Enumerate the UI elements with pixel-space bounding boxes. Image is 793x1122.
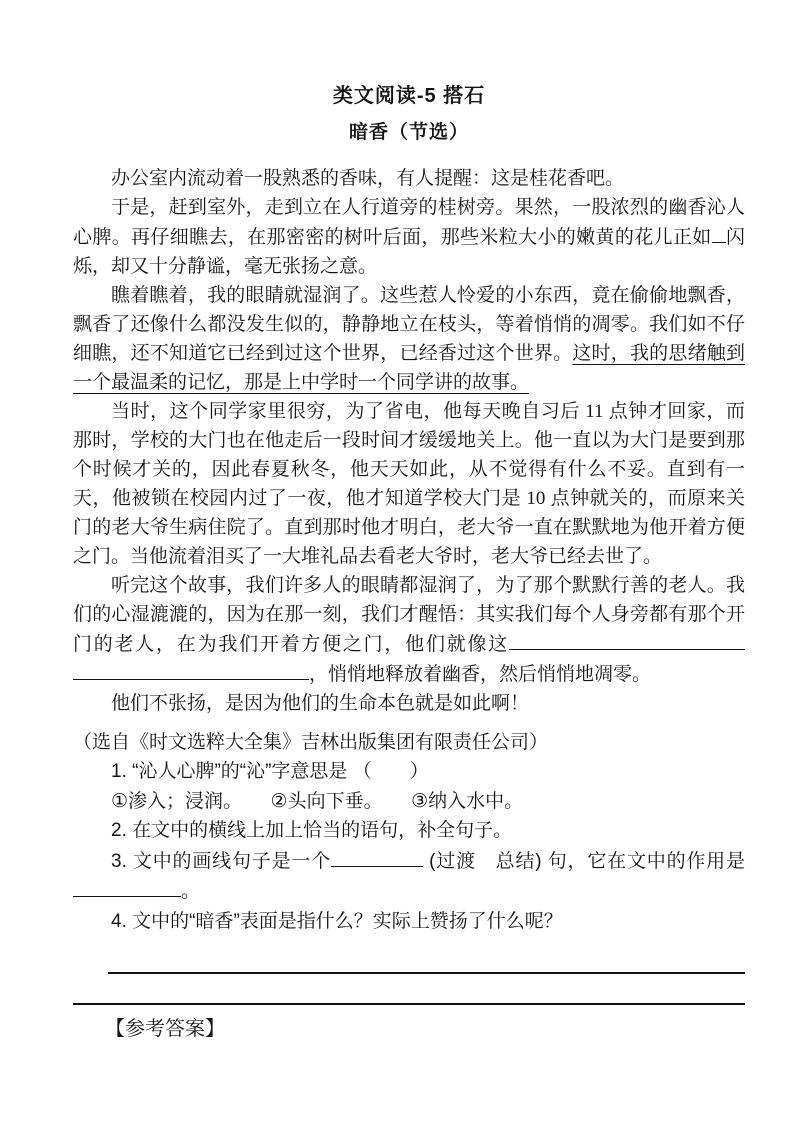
fill-in-blank-line <box>712 222 726 243</box>
question-text: 3. 文中的画线句子是一个 <box>111 850 332 872</box>
passage-title: 暗香（节选） <box>348 122 469 143</box>
fill-in-blank-line <box>331 846 423 867</box>
fill-in-blank-line <box>73 876 181 897</box>
passage-paragraph-6 <box>73 689 745 718</box>
paragraph-text: 他们不张扬，是因为他们的生命本色就是如此啊！ <box>111 693 530 714</box>
question-1-options: ①渗入；浸润。 ②头向下垂。 ③纳入水中。 <box>111 790 524 812</box>
source-attribution: （选自《时文选粹大全集》吉林出版集团有限责任公司） <box>73 732 549 753</box>
passage-paragraph-1 <box>73 164 745 193</box>
underlined-sentence: 这时，我的思绪触到一个最温柔的记忆，那是上中学时一个同学讲的故事。 <box>73 343 745 393</box>
paragraph-text: 瞧着瞧着，我的眼睛就湿润了。这些惹人怜爱的小东西，竟在偷偷地飘香，飘香了还像什么都没发生似的，静静地立在枝头，等着悄悄的凋零。我们如不仔细瞧，还不知道它已经到过这个世界，已经香过这个世界。 <box>73 285 745 364</box>
paragraph-text: 于是，赶到室外，走到立在人行道旁的桂树旁。果然，一股浓烈的幽香沁人心脾。再仔细瞧去，在那密密的树叶后面，那些米粒大小的嫩黄的花儿正如 <box>73 197 745 248</box>
paragraph-text: 闪烁，却又十分静谧，毫无张扬之意。 <box>73 227 745 277</box>
paragraph-text: 办公室内流动着一股熟悉的香味，有人提醒：这是桂花香吧。 <box>111 168 625 189</box>
page-title: 类文阅读-5 搭石 <box>332 85 486 107</box>
passage-paragraph-4 <box>73 397 745 571</box>
passage-paragraph-5 <box>73 571 745 689</box>
question-2: 2. 在文中的横线上加上恰当的语句，补全句子。 <box>111 820 513 841</box>
question-text: (过渡 总结) 句，它在文中的作用是 <box>423 850 745 872</box>
paragraph-text: ，悄悄地释放着幽香，然后悄悄地凋零。 <box>309 664 652 685</box>
question-1: 1. “沁人心脾”的“沁”字意思是 （ ） <box>111 761 429 782</box>
section-divider-line <box>73 1003 745 1005</box>
reference-answers-header: 【参考答案】 <box>105 1018 225 1040</box>
fill-in-blank-line <box>509 629 745 650</box>
questions-section <box>73 757 745 936</box>
passage-body <box>73 164 745 757</box>
answer-writing-line <box>108 972 745 974</box>
paragraph-text: 听完这个故事，我们许多人的眼睛都湿润了，为了那个默默行善的老人。我们的心湿漉漉的，因为在那一刻，我们才醒悟：其实我们每个人身旁都有那个开门的老人，在为我们开着方便之门，他们就像这 <box>73 575 745 655</box>
paragraph-text: 当时，这个同学家里很穷，为了省电，他每天晚自习后 11 点钟才回家，而那时，学校的大门也在他走后一段时间才缓缓地关上。他一直以为大门是要到那个时候才关的，因此春夏秋冬，他天天如此，从不觉得有什么不妥。直到有一天，他被锁在校园内过了一夜，他才知道学校大门是 10 点钟就关的，而原来关门的老大爷生病住院了。直到那时他才明白，老大爷一直在默默地为他开着方便之门。当他流着泪买了一大堆礼品去看老大爷时，老大爷已经去世了。 <box>73 401 745 567</box>
question-text: 。 <box>181 881 201 902</box>
fill-in-blank-line <box>73 659 309 680</box>
question-3 <box>73 846 745 907</box>
question-4: 4. 文中的“暗香”表面是指什么？实际上赞扬了什么呢？ <box>111 910 563 932</box>
passage-paragraph-2 <box>73 193 745 281</box>
passage-paragraph-3 <box>73 281 745 397</box>
